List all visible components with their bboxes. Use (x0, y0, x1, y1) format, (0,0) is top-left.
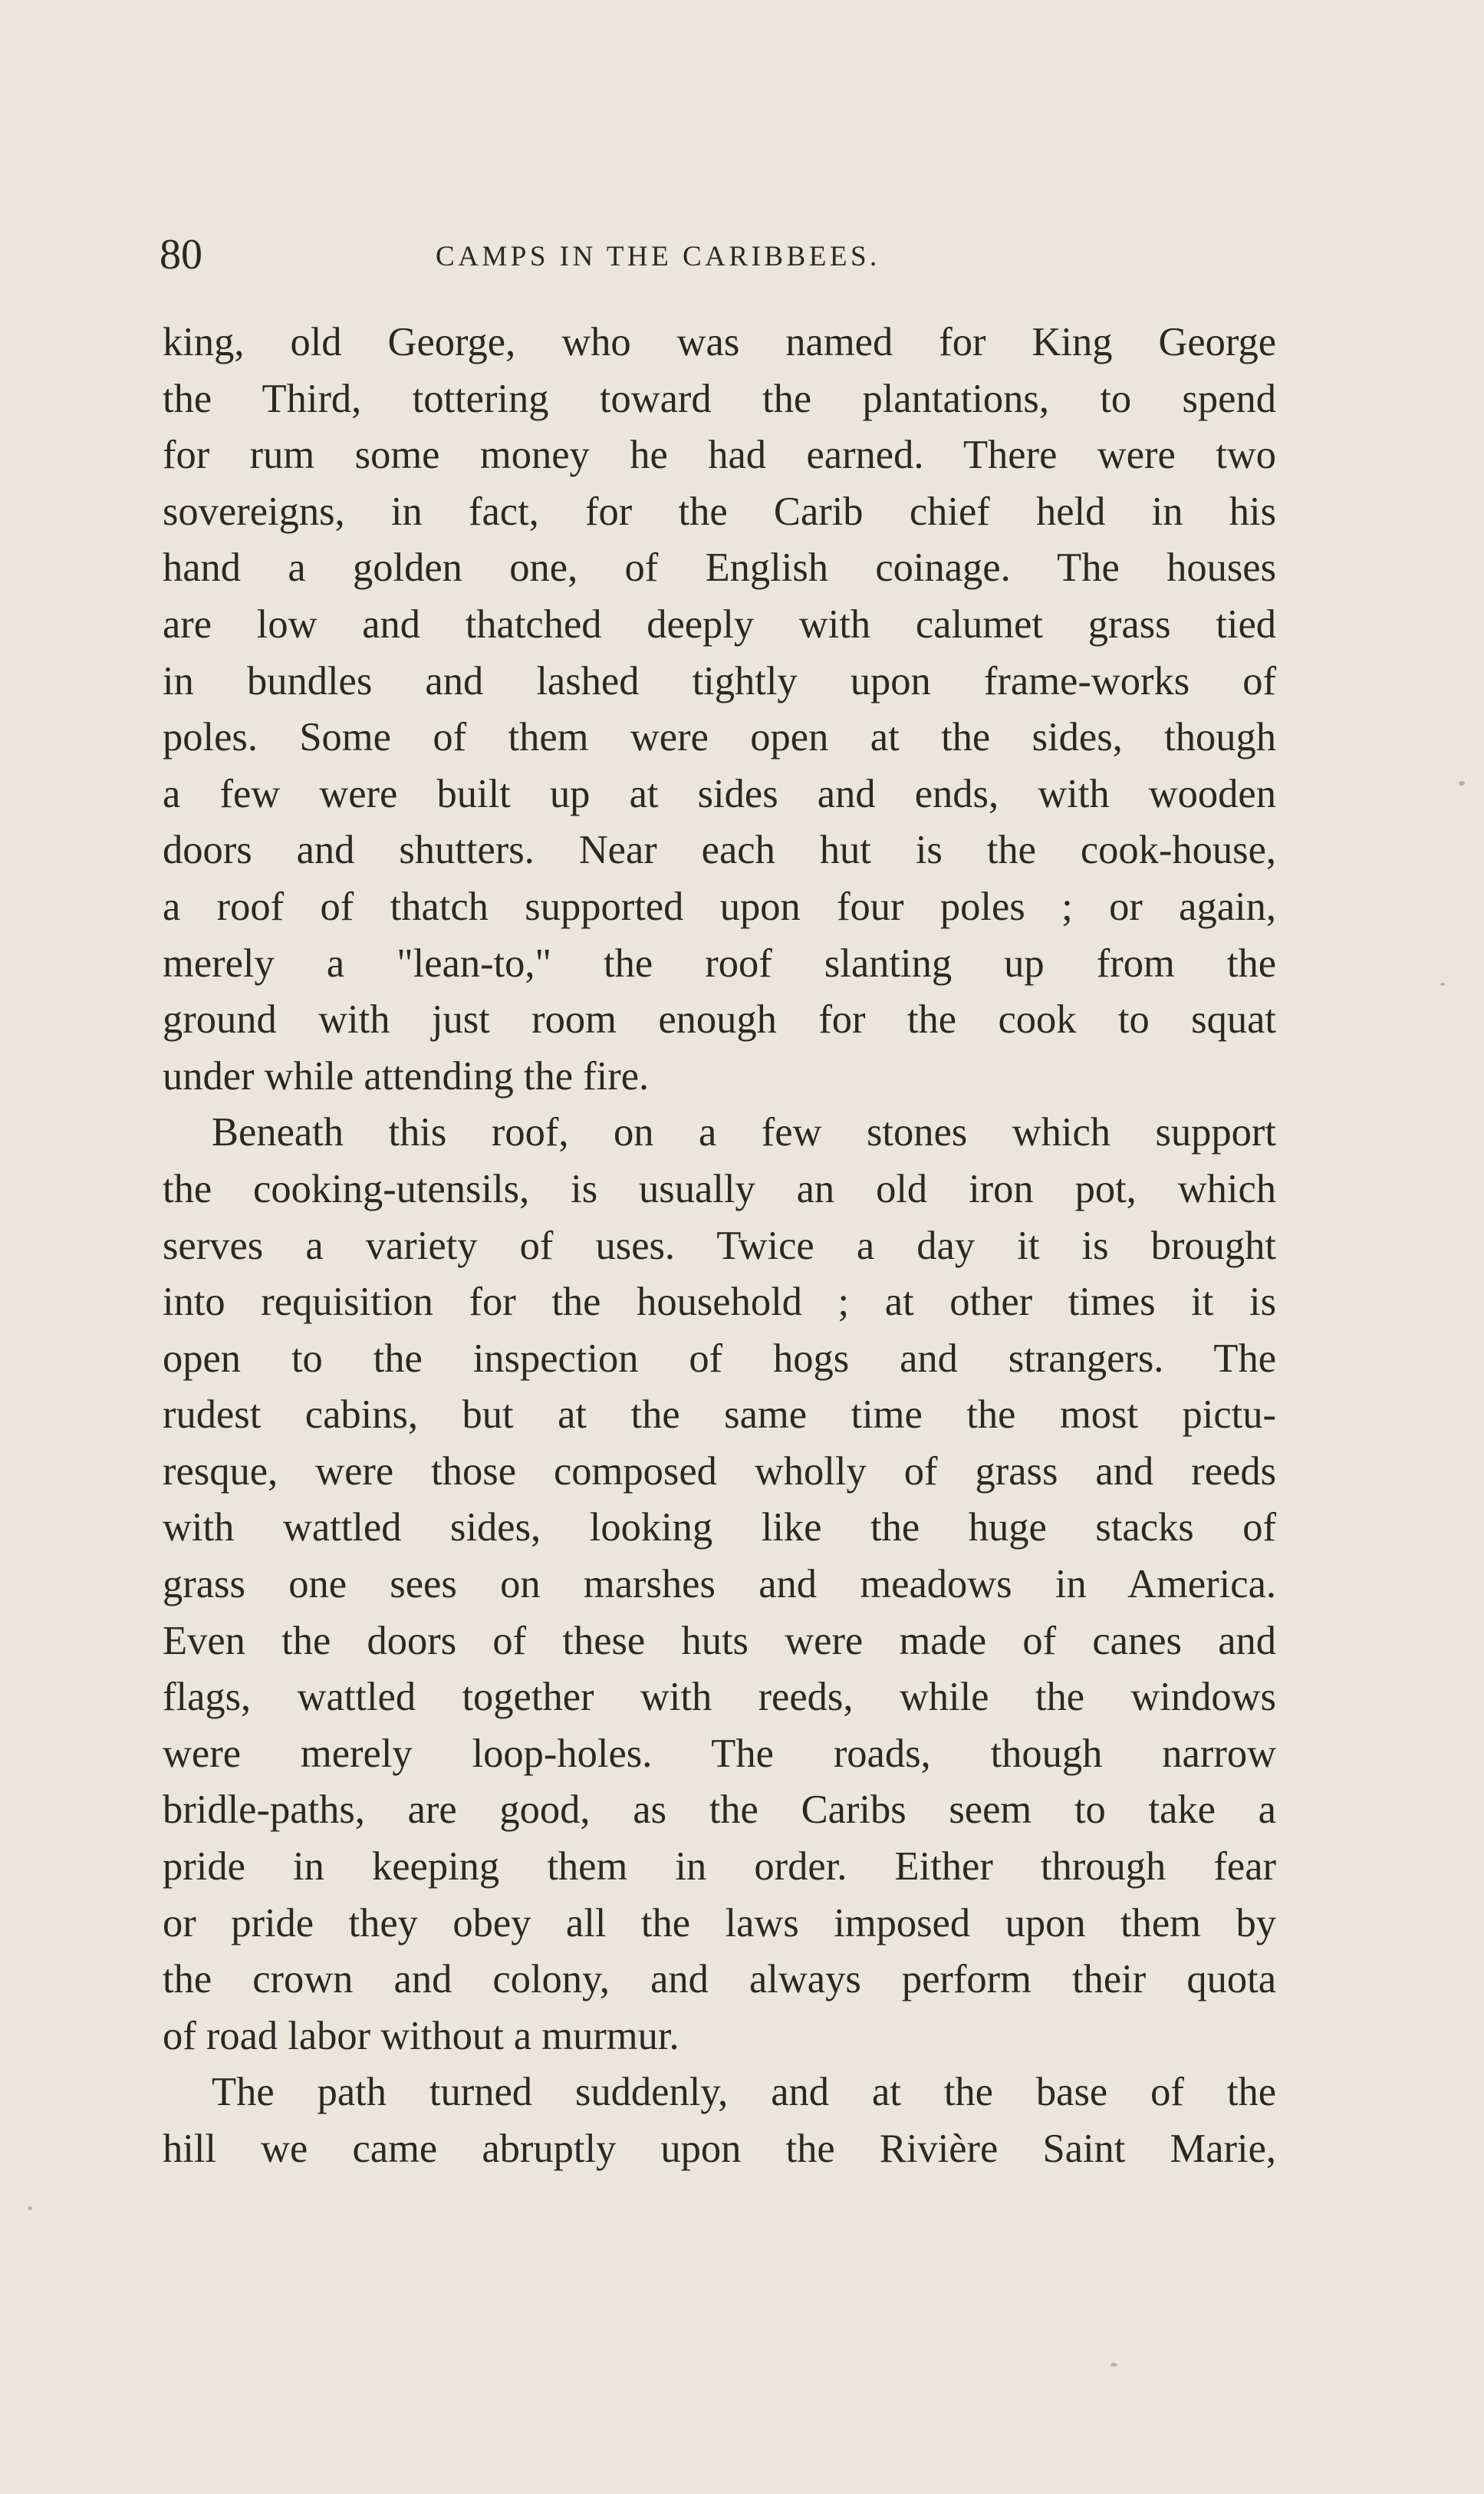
text-line: sovereigns, in fact, for the Carib chief held in his (163, 489, 1276, 534)
paper-speck (1459, 781, 1465, 786)
text-line: in bundles and lashed tightly upon frame-works of (163, 658, 1276, 703)
text-line: merely a "lean-to," the roof slanting up from the (163, 941, 1276, 986)
text-line: the Third, tottering toward the plantations, to spend (163, 376, 1276, 421)
text-line: under while attending the fire. (163, 1053, 650, 1099)
text-line: ground with just room enough for the cook to squat (163, 997, 1276, 1043)
running-head: CAMPS IN THE CARIBBEES. (436, 241, 880, 272)
text-line: open to the inspection of hogs and strangers. The (163, 1336, 1276, 1381)
paragraph-start-line: The path turned suddenly, and at the base of the (212, 2070, 1276, 2115)
body-text (163, 315, 1276, 2178)
text-line: of road labor without a murmur. (163, 2013, 679, 2058)
text-line: the cooking-utensils, is usually an old iron pot, which (163, 1166, 1276, 1211)
page-number: 80 (160, 231, 202, 278)
text-line: flags, wattled together with reeds, while the windows (163, 1675, 1276, 1720)
text-line: a roof of thatch supported upon four poles ; or again, (163, 884, 1276, 929)
text-line: into requisition for the household ; at other times it is (163, 1280, 1276, 1325)
text-line: doors and shutters. Near each hut is the cook-house, (163, 828, 1276, 873)
text-line: hand a golden one, of English coinage. The houses (163, 545, 1276, 591)
page-header (160, 228, 1279, 282)
text-line: Even the doors of these huts were made of canes and (163, 1618, 1276, 1663)
text-line: with wattled sides, looking like the huge stacks of (163, 1505, 1276, 1550)
text-line: poles. Some of them were open at the sides, though (163, 715, 1276, 760)
text-line: for rum some money he had earned. There were two (163, 433, 1276, 478)
text-line: grass one sees on marshes and meadows in America. (163, 1562, 1276, 1607)
text-line: rudest cabins, but at the same time the most pictu- (163, 1392, 1276, 1438)
text-line: resque, were those composed wholly of grass and reeds (163, 1448, 1276, 1494)
paper-speck (1111, 2363, 1117, 2367)
text-line: king, old George, who was named for King George (163, 320, 1276, 364)
text-line: the crown and colony, and always perform their quota (163, 1957, 1276, 2002)
text-line: a few were built up at sides and ends, with wooden (163, 771, 1276, 816)
paper-speck (1440, 983, 1445, 986)
text-line: serves a variety of uses. Twice a day it is brought (163, 1223, 1276, 1268)
text-line: or pride they obey all the laws imposed upon them by (163, 1900, 1276, 1945)
text-line: were merely loop-holes. The roads, though narrow (163, 1731, 1276, 1776)
paragraph-start-line: Beneath this roof, on a few stones which support (212, 1110, 1276, 1155)
text-line: pride in keeping them in order. Either through fear (163, 1844, 1276, 1889)
text-line: are low and thatched deeply with calumet grass tied (163, 601, 1276, 647)
text-line: bridle-paths, are good, as the Caribs seem to take a (163, 1787, 1276, 1833)
text-line: hill we came abruptly upon the Rivière Saint Marie, (163, 2127, 1276, 2171)
paper-speck (28, 2206, 32, 2210)
